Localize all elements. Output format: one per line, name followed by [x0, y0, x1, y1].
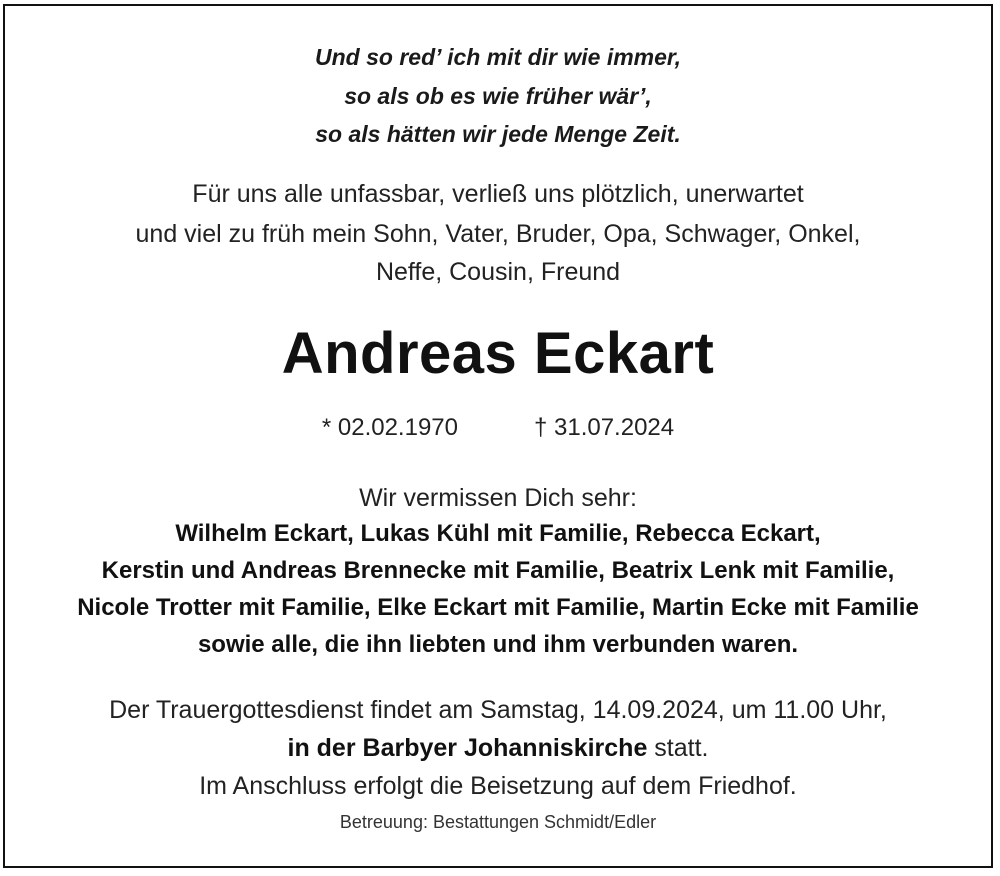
mourners-line-3: Nicole Trotter mit Familie, Elke Eckart mit Familie, Martin Ecke mit Familie: [77, 594, 919, 621]
service-line-1: Der Trauergottesdienst findet am Samstag, 14.09.2024, um 11.00 Uhr,: [109, 696, 887, 724]
mourners-heading: Wir vermissen Dich sehr:: [359, 484, 637, 512]
quote-line-1: Und so red’ ich mit dir wie immer,: [315, 44, 681, 70]
intro-line-2: und viel zu früh mein Sohn, Vater, Bruder, Opa, Schwager, Onkel,: [135, 220, 861, 248]
intro-line-1: Für uns alle unfassbar, verließ uns plötzlich, unerwartet: [192, 180, 804, 208]
obituary-notice: [3, 4, 993, 868]
deceased-name: Andreas Eckart: [281, 321, 715, 386]
service-location: in der Barbyer Johanniskirche: [287, 734, 648, 762]
mourners-line-2: Kerstin und Andreas Brennecke mit Familie, Beatrix Lenk mit Familie,: [101, 557, 895, 584]
intro-line-3: Neffe, Cousin, Freund: [375, 258, 621, 286]
mourners-line-4: sowie alle, die ihn liebten und ihm verbunden waren.: [197, 631, 799, 658]
service-line-2: [5, 734, 991, 763]
service-location-suffix: statt.: [647, 734, 709, 762]
mourners-line-1: Wilhelm Eckart, Lukas Kühl mit Familie, Rebecca Eckart,: [175, 520, 821, 547]
undertaker-credit: Betreuung: Bestattungen Schmidt/Edler: [339, 812, 657, 832]
birth-date: * 02.02.1970: [321, 414, 458, 441]
death-date: † 31.07.2024: [533, 414, 675, 441]
quote-line-2: so als ob es wie früher wär’,: [344, 83, 652, 109]
quote-line-3: so als hätten wir jede Menge Zeit.: [315, 121, 681, 147]
service-line-3: Im Anschluss erfolgt die Beisetzung auf dem Friedhof.: [199, 772, 797, 800]
life-dates: [5, 414, 991, 442]
